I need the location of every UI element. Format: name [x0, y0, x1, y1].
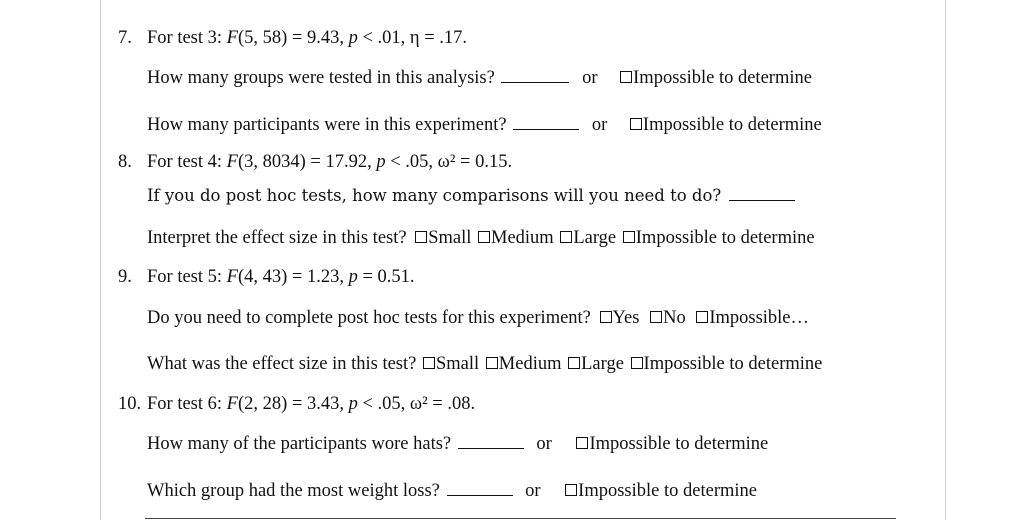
checkbox[interactable]	[486, 357, 498, 369]
checkbox[interactable]	[650, 311, 662, 323]
checkbox[interactable]	[560, 231, 572, 243]
checkbox[interactable]	[623, 231, 635, 243]
checkbox[interactable]	[620, 71, 632, 83]
checkbox[interactable]	[576, 437, 588, 449]
item-9-question-2: What was the effect size in this test? Small Medium Large Impossible to determine	[147, 354, 823, 374]
answer-blank[interactable]	[513, 128, 579, 130]
checkbox[interactable]	[600, 311, 612, 323]
checkbox[interactable]	[630, 118, 642, 130]
checkbox[interactable]	[568, 357, 580, 369]
checkbox[interactable]	[696, 311, 708, 323]
item-7-question-2: How many participants were in this experiment? or Impossible to determine	[147, 115, 822, 135]
item-7-question-1: How many groups were tested in this analysis? or Impossible to determine	[147, 68, 812, 88]
answer-blank[interactable]	[729, 199, 795, 201]
answer-blank[interactable]	[501, 81, 569, 83]
item-10-statement: For test 6: F(2, 28) = 3.43, p < .05, ω² = .08.	[147, 394, 476, 414]
checkbox[interactable]	[565, 484, 577, 496]
item-8-number: 8.	[118, 152, 132, 172]
item-10-question-2: Which group had the most weight loss? or Impossible to determine	[147, 481, 757, 501]
answer-blank[interactable]	[447, 494, 513, 496]
checkbox[interactable]	[478, 231, 490, 243]
checkbox[interactable]	[423, 357, 435, 369]
answer-blank[interactable]	[458, 447, 524, 449]
item-8-question-1: If you do post hoc tests, how many comparisons will you need to do?	[147, 188, 797, 205]
item-7-number: 7.	[118, 28, 132, 48]
item-9-question-1: Do you need to complete post hoc tests for this experiment? Yes No Impossible…	[147, 308, 810, 328]
checkbox[interactable]	[631, 357, 643, 369]
item-8-statement: For test 4: F(3, 8034) = 17.92, p < .05, ω² = 0.15.	[147, 152, 513, 172]
bottom-rule	[145, 518, 896, 519]
item-9-statement: For test 5: F(4, 43) = 1.23, p = 0.51.	[147, 267, 415, 287]
item-10-question-1: How many of the participants wore hats? or Impossible to determine	[147, 434, 769, 454]
item-8-question-2: Interpret the effect size in this test? Small Medium Large Impossible to determine	[147, 228, 815, 248]
item-7-statement: For test 3: F(5, 58) = 9.43, p < .01, η = .17.	[147, 28, 468, 48]
item-10-number: 10.	[118, 394, 142, 414]
checkbox[interactable]	[415, 231, 427, 243]
item-9-number: 9.	[118, 267, 132, 287]
